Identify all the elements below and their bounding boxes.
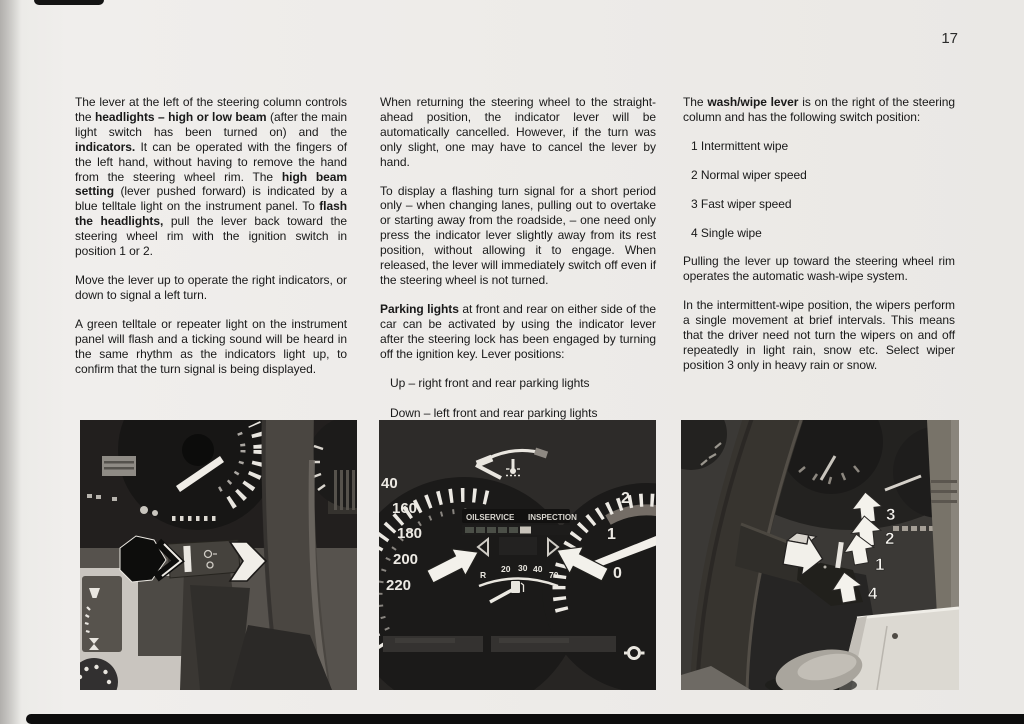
photo-instrument-cluster [379,420,656,690]
lever-position-down: Down – left front and rear parking lights [390,406,598,421]
speedo-label: 200 [393,551,419,568]
paragraph-wash-wipe [683,95,955,125]
fuel-label: 70 [549,570,559,580]
scan-edge-strip [26,714,1024,724]
text-run: The lever at the left of the steering column controls the [75,95,347,124]
button-row [383,636,616,652]
text-run: It can be operated with the fingers of the left hand, without having to remove the hand from the steering wheel rim. The [75,139,347,184]
switch-position-2: 2 Normal wiper speed [691,167,807,182]
text-run-bold: flash the headlights, [75,199,347,229]
text-run: The [683,95,708,109]
arrow-label-2: 2 [885,529,895,548]
text-run: (lever pushed forward) is indicated by a blue telltale light on the instrument panel. To [75,184,347,214]
switch-position-3: 3 Fast wiper speed [691,196,792,211]
text-run: (after the main light switch has been turned on) and the [75,109,347,139]
speedo-label: 180 [397,525,423,542]
column-middle [380,95,656,435]
paragraph-headlights [75,95,347,259]
tach-label: 1 [607,526,616,543]
speedo-label: 220 [386,577,412,594]
text-run-bold: high beam setting [75,169,347,199]
column-left [75,95,347,390]
paragraph-intermittent: In the intermittent-wipe position, the wipers perform a single movement at brief intervals. This means that the driver need not turn the wipers on and off repeatedly in light rain, snow etc. Select wiper position 3 only in heavy rain or snow. [683,298,955,372]
text-run-bold: indicators. [75,139,136,154]
switch-position-4: 4 Single wipe [691,225,762,240]
fuel-label: R [480,570,487,580]
scan-edge-blob [34,0,104,5]
paragraph-flashing-signal: To display a flashing turn signal for a short period only – when changing lanes, pulling out to overtake or starting away from the roadside, – one need only press the indicator lever slightly away from its rest position, without allowing it to engage. When released, the lever will immediately switch off even if the steering wheel is not turned. [380,183,656,287]
fuel-label: 40 [533,564,543,574]
photo-wash-wipe-lever [681,420,959,690]
tach-label: 2 [621,490,630,507]
speedo-label: 40 [381,475,398,492]
text-run-bold: Parking lights [380,301,459,316]
page-number: 17 [941,30,958,47]
paragraph-parking-lights [380,302,656,362]
text-run: at front and rear on either side of the car can be activated by using the indicator lever after the steering lock has been engaged by turning off the ignition key. Lever positions: [380,301,656,361]
column-right [683,95,955,387]
speedo-label: 160 [392,500,418,517]
arrow-label-1: 1 [875,555,885,574]
text-run: is on the right of the steering column and has the following switch position: [683,95,955,124]
paragraph-green-telltale: A green telltale or repeater light on the instrument panel will flash and a ticking sound will be heard in the same rhythm as the indicators light up, to confirm that the turn signal is being displayed. [75,316,347,376]
switch-position-1: 1 Intermittent wipe [691,138,789,153]
fuel-label: 20 [501,564,511,574]
fuel-label: 30 [518,563,528,573]
oilservice-label: OILSERVICE [466,513,515,522]
tach-label: 0 [613,565,622,582]
paragraph-pulling-lever: Pulling the lever up toward the steering wheel rim operates the automatic wash-wipe system. [683,254,955,284]
lever-position-up: Up – right front and rear parking lights [390,375,590,390]
text-run-bold: wash/wipe lever [707,95,799,109]
photo-indicator-lever [80,420,357,690]
arrow-label-4: 4 [868,584,878,603]
text-run: pull the lever back toward the steering wheel rim with the ignition switch in position 1 or 2. [75,214,347,259]
text-run-bold: headlights – high or low beam [95,109,267,124]
inspection-label: INSPECTION [528,513,577,522]
service-interval-panel [462,509,577,535]
paragraph-move-lever: Move the lever up to operate the right indicators, or down to signal a left turn. [75,272,347,302]
arrow-label-3: 3 [886,505,896,524]
paragraph-returning-wheel: When returning the steering wheel to the straight-ahead position, the indicator lever will be automatically cancelled. However, if the turn was only slight, one may have to cancel the lever by hand. [380,95,656,169]
